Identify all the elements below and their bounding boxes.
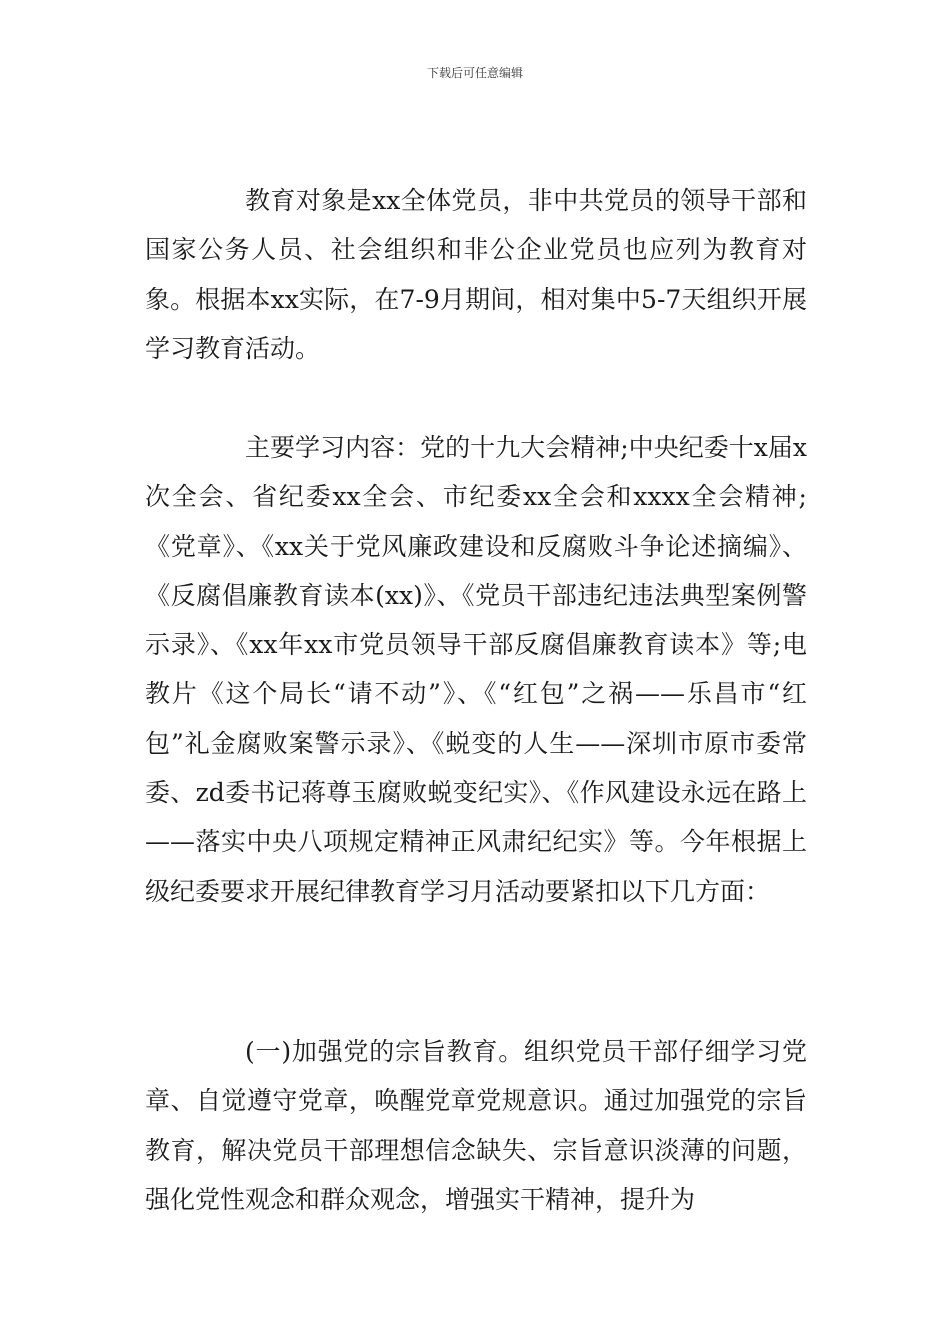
paragraph-education-targets: [145, 176, 807, 371]
paragraph-purpose-education: [145, 1027, 807, 1224]
text-line: 织开展学习教育活动。: [145, 284, 807, 363]
text-line: 问题，强化党性观念和群众观念，增强实干精神，提升为: [145, 1135, 807, 1214]
page-header: 下载后可任意编辑: [426, 66, 523, 80]
text-line: (一)加强党的宗旨教育。组织党员干部仔细学习: [245, 1037, 782, 1066]
text-line: 变纪实》、《作风建设永远在路上——落实中央八项规定: [145, 778, 807, 857]
text-line: 党章、自觉遵守党章，唤醒党章党规意识。通过加强党的: [145, 1037, 807, 1116]
text-line: 摘编》、《反腐倡廉教育读本(xx)》、《党员干部违纪违: [145, 531, 807, 610]
text-line: 精神正风肃纪纪实》等。今年根据上级纪委要求开展纪律: [145, 827, 807, 906]
text-line: 主要学习内容：党的十九大会精神;中央纪委十x: [245, 433, 768, 462]
text-line: 教育读本》等;电教片《这个局长“请不动”》、《“红: [145, 630, 807, 709]
text-line: 对象。根据本xx实际，在7-9月期间，相对集中5-7天组: [145, 235, 807, 314]
text-line: 教育学习月活动要紧扣以下几方面：: [370, 876, 771, 906]
paragraph-study-content: [145, 423, 807, 958]
text-line: 教育对象是xx全体党员，非中共党员的领导干部: [245, 186, 782, 215]
text-line: 宗旨教育，解决党员干部理想信念缺失、宗旨意识淡薄的: [145, 1086, 807, 1165]
text-line: 变的人生——深圳市原市委常委、zd委书记蒋尊玉腐败蜕: [145, 728, 807, 808]
text-line: 届x次全会、省纪委xx全会、市纪委xx全会和xxxx全会: [145, 433, 807, 512]
text-line: 和国家公务人员、社会组织和非公企业党员也应列为教育: [145, 186, 807, 265]
text-line: 法典型案例警示录》、《xx年xx市党员领导干部反腐倡廉: [145, 580, 807, 660]
text-line: 包”之祸——乐昌市“红包”礼金腐败案警示录》、《蜕: [145, 679, 808, 758]
document-body: [145, 176, 807, 1224]
text-line: 精神;《党章》、《xx关于党风廉政建设和反腐败斗争论述: [145, 482, 807, 561]
